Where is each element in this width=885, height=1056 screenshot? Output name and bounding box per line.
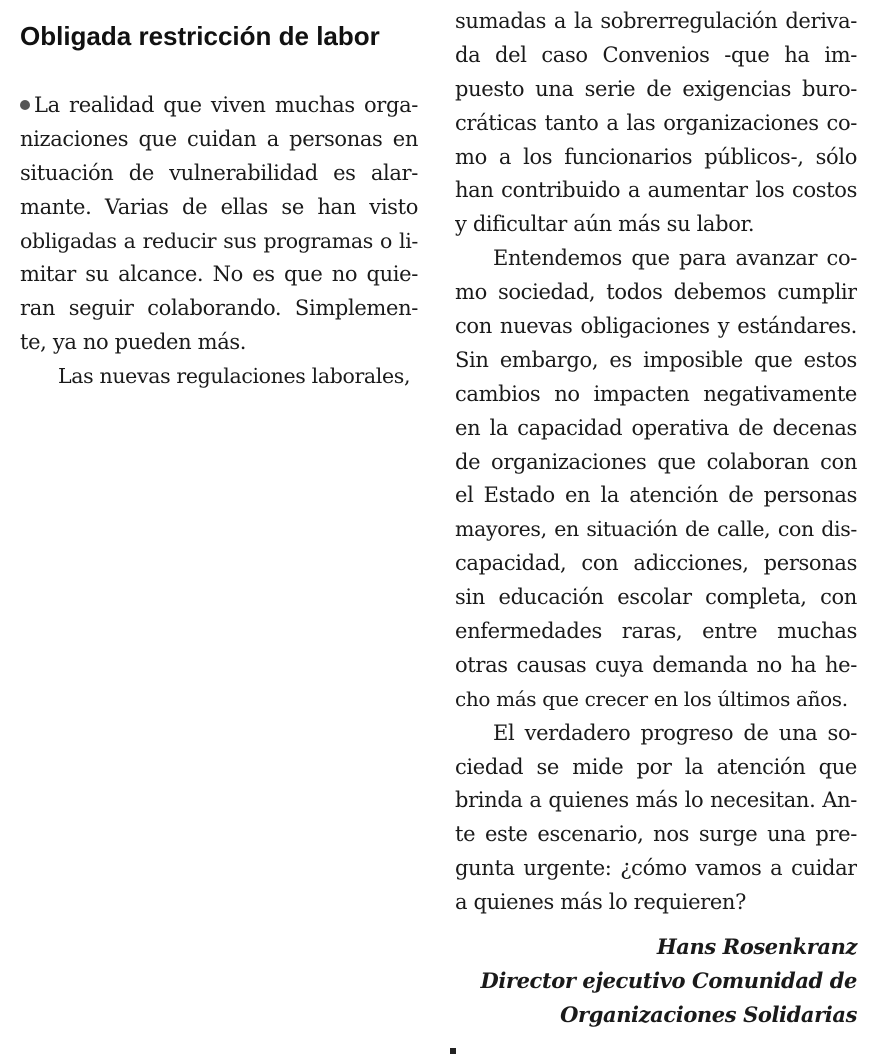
body-line: cambios no impacten negativamente xyxy=(455,381,857,406)
bullet-icon xyxy=(20,100,30,110)
body-line: el Estado en la atención de personas xyxy=(455,483,857,508)
signature-role: Director ejecutivo Comunidad de xyxy=(480,968,857,993)
body-line: sumadas a la sobrerregulación deriva- xyxy=(455,9,857,33)
body-line: ciedad se mide por la atención que xyxy=(455,754,857,779)
body-line: mo a los funcionarios públicos-, sólo xyxy=(455,144,857,169)
body-line: en la capacidad operativa de decenas xyxy=(455,415,857,440)
body-line: Sin embargo, es imposible que estos xyxy=(455,347,857,372)
signature-block xyxy=(481,930,857,1032)
body-line: da del caso Convenios -que ha im- xyxy=(455,42,857,67)
body-line: El verdadero progreso de una so- xyxy=(493,720,857,745)
body-line: han contribuido a aumentar los costos xyxy=(455,178,857,203)
body-line: Entendemos que para avanzar co- xyxy=(493,246,857,271)
body-line: gunta urgente: ¿cómo vamos a cuidar xyxy=(455,856,857,881)
body-line: nizaciones que cuidan a personas en xyxy=(20,126,418,151)
right-body xyxy=(455,5,857,920)
signature-organization: Organizaciones Solidarias xyxy=(560,1002,857,1027)
body-line: mo sociedad, todos debemos cumplir xyxy=(455,280,857,305)
body-line: y dificultar aún más su labor. xyxy=(455,212,755,237)
article-title: Obligada restricción de labor xyxy=(20,21,380,51)
body-line: capacidad, con adicciones, personas xyxy=(455,551,857,576)
body-line: brinda a quienes más lo necesitan. An- xyxy=(455,788,857,813)
signature-name: Hans Rosenkranz xyxy=(656,934,857,959)
body-line: te este escenario, nos surge una pre- xyxy=(455,822,857,847)
body-line: sin educación escolar completa, con xyxy=(455,585,857,610)
body-line: con nuevas obligaciones y estándares. xyxy=(455,314,857,339)
body-line: obligadas a reducir sus programas o li- xyxy=(20,228,418,253)
body-line: puesto una serie de exigencias buro- xyxy=(455,76,857,101)
body-line: cráticas tanto a las organizaciones co- xyxy=(455,110,857,135)
body-line: Las nuevas regulaciones laborales, xyxy=(58,364,411,389)
body-line: te, ya no pueden más. xyxy=(20,330,247,355)
body-line: otras causas cuya demanda no ha he- xyxy=(455,652,857,677)
body-line: a quienes más lo requieren? xyxy=(455,890,747,915)
body-line: mante. Varias de ellas se han visto xyxy=(20,194,418,219)
body-line: mitar su alcance. No es que no quie- xyxy=(20,262,418,287)
body-line: situación de vulnerabilidad es alar- xyxy=(20,160,418,185)
body-line: ran seguir colaborando. Simplemen- xyxy=(20,296,418,321)
left-body xyxy=(20,89,418,394)
body-line: La realidad que viven muchas orga- xyxy=(20,89,418,123)
body-line: cho más que crecer en los últimos años. xyxy=(455,686,848,711)
corner-mark xyxy=(450,1048,456,1054)
body-line: mayores, en situación de calle, con dis- xyxy=(455,517,857,542)
body-line: enfermedades raras, entre muchas xyxy=(455,619,857,644)
body-line: de organizaciones que colaboran con xyxy=(455,449,857,474)
